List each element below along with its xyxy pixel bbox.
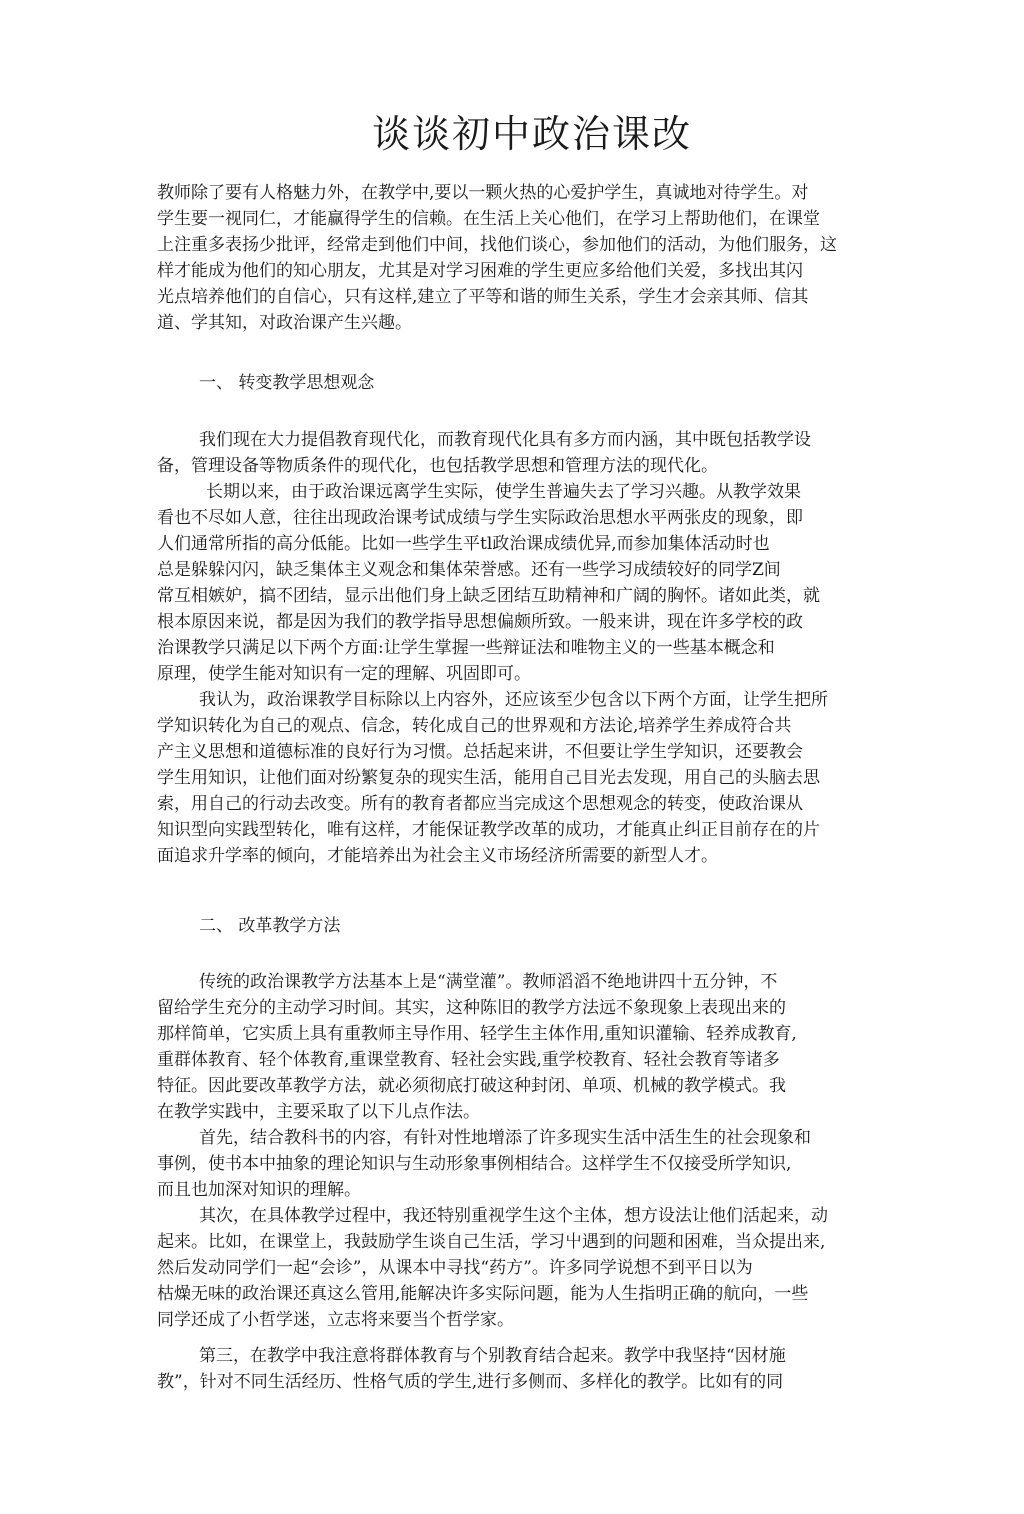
- paragraph-line: 其次，在具体教学过程中，我还特别重视学生这个主体，想方设法让他们活起来，动: [199, 1206, 828, 1226]
- paragraph-line: 重群体教育、轻个体教育,重课堂教育、轻社会实践,重学校教育、轻社会教育等诸多: [157, 1050, 780, 1070]
- paragraph-line: 我们现在大力提倡教育现代化，而教育现代化具有多方而内涵，其中既包括教学设: [199, 430, 811, 450]
- paragraph-line: 长期以来，由于政治课远离学生实际，使学生普遍失去了学习兴趣。从教学效果: [206, 482, 801, 502]
- paragraph-line: 特征。因此要改革教学方法，就必须彻底打破这种封闭、单项、机械的教学模式。我: [157, 1076, 786, 1096]
- paragraph-line: 人们通常所指的高分低能。比如一些学生平tl政治课成绩优异,而参加集体活动时也: [157, 534, 770, 554]
- paragraph-line: 学生要一视同仁，才能赢得学生的信赖。在生活上关心他们，在学习上帮助他们，在课堂: [157, 209, 820, 229]
- paragraph-line: 总是躲躲闪闪，缺乏集体主义观念和集体荣誉感。还有一些学习成绩较好的同学Z间: [157, 560, 781, 580]
- paragraph-line: 治课教学只满足以下两个方面:让学生掌握一些辩证法和唯物主义的一些基本概念和: [157, 638, 775, 658]
- paragraph-line: 而且也加深对知识的理解。: [157, 1180, 361, 1200]
- paragraph-line: 面追求升学率的倾向，才能培养出为社会主义市场经济所需要的新型人才。: [157, 846, 718, 866]
- paragraph-line: 根本原因来说，都是因为我们的教学指导思想偏颇所致。一般来讲，现在许多学校的政: [157, 612, 803, 632]
- section-heading: 一、 转变教学思想观念: [199, 373, 375, 393]
- paragraph-line: 看也不尽如人意，往往出现政治课考试成绩与学生实际政治思想水平两张皮的现象，即: [157, 508, 803, 528]
- paragraph-line: 上注重多表扬少批评，经常走到他们中间，找他们谈心，参加他们的活动，为他们服务，这: [157, 235, 837, 255]
- paragraph-line: 然后发动同学们一起“会诊”，从课本中寻找“药方”。许多同学说想不到平日以为: [157, 1258, 753, 1278]
- paragraph-line: 事例，使书本中抽象的理论知识与生动形象事例相结合。这样学生不仅接受所学知识,: [157, 1154, 792, 1174]
- paragraph-line: 常互相嫉妒，搞不团结，显示出他们身上缺乏团结互助精神和广阔的胸怀。诸如此类，就: [157, 586, 820, 606]
- paragraph-line: 教师除了要有人格魅力外，在教学中,要以一颗火热的心爱护学生，真诚地对待学生。对: [157, 183, 809, 203]
- paragraph-line: 那样简单，它实质上具有重教师主导作用、轻学生主体作用,重知识灌输、轻养成教育,: [157, 1024, 797, 1044]
- paragraph-line: 学生用知识，让他们面对纷繁复杂的现实生活，能用自己目光去发现，用自己的头脑去思: [157, 768, 820, 788]
- paragraph-line: 备，管理设备等物质条件的现代化，也包括教学思想和管理方法的现代化。: [157, 456, 718, 476]
- paragraph-line: 在教学实践中，主要采取了以下儿点作法。: [157, 1102, 480, 1122]
- paragraph-line: 学知识转化为自己的观点、信念，转化成自己的世界观和方法论,培养学生养成符合共: [157, 716, 792, 736]
- paragraph-line: 留给学生充分的主动学习时间。其实，这种陈旧的教学方法远不象现象上表现出来的: [157, 998, 786, 1018]
- paragraph-line: 同学还成了小哲学迷，立志将来要当个哲学家。: [157, 1310, 514, 1330]
- paragraph-line: 枯燥无味的政治课还真这么管用,能解决许多实际问题，能为人生指明正确的航向，一些: [157, 1284, 809, 1304]
- document-title: 谈谈初中政治课改: [371, 112, 692, 156]
- paragraph-line: 第三，在教学中我注意将群体教育与个别教育结合起来。教学中我坚持“因材施: [199, 1346, 786, 1366]
- paragraph-line: 索，用自己的行动去改变。所有的教育者都应当完成这个思想观念的转变，使政治课从: [157, 794, 803, 814]
- paragraph-line: 知识型向实践型转化，唯有这样，才能保证教学改革的成功，才能真止纠正目前存在的片: [157, 820, 820, 840]
- paragraph-line: 教”，针对不同生活经历、性格气质的学生,进行多侧而、多样化的教学。比如有的同: [157, 1372, 784, 1392]
- section-heading: 二、 改革教学方法: [199, 916, 341, 936]
- paragraph-line: 我认为，政治课教学目标除以上内容外，还应该至少包含以下两个方面，让学生把所: [199, 690, 828, 710]
- paragraph-line: 道、学其知，对政治课产生兴趣。: [157, 313, 412, 333]
- paragraph-line: 样才能成为他们的知心朋友，尤其是对学习困难的学生更应多给他们关爱，多找出其闪: [157, 261, 803, 281]
- paragraph-line: 原理，使学生能对知识有一定的理解、巩固即可。: [157, 664, 531, 684]
- paragraph-line: 光点培养他们的自信心，只有这样,建立了平等和谐的师生关系，学生才会亲其师、信其: [157, 287, 809, 307]
- paragraph-line: 首先，结合教科书的内容，有针对性地增添了许多现实生活中活生生的社会现象和: [199, 1128, 811, 1148]
- paragraph-line: 传统的政治课教学方法基本上是“满堂灌”。教师滔滔不绝地讲四十五分钟，不: [199, 972, 778, 992]
- paragraph-line: 起来。比如，在课堂上，我鼓励学生谈自己生活，学习屮遇到的问题和困难，当众提出来,: [157, 1232, 826, 1252]
- paragraph-line: 产主义思想和道德标准的良好行为习惯。总括起来讲，不但要让学生学知识，还要教会: [157, 742, 803, 762]
